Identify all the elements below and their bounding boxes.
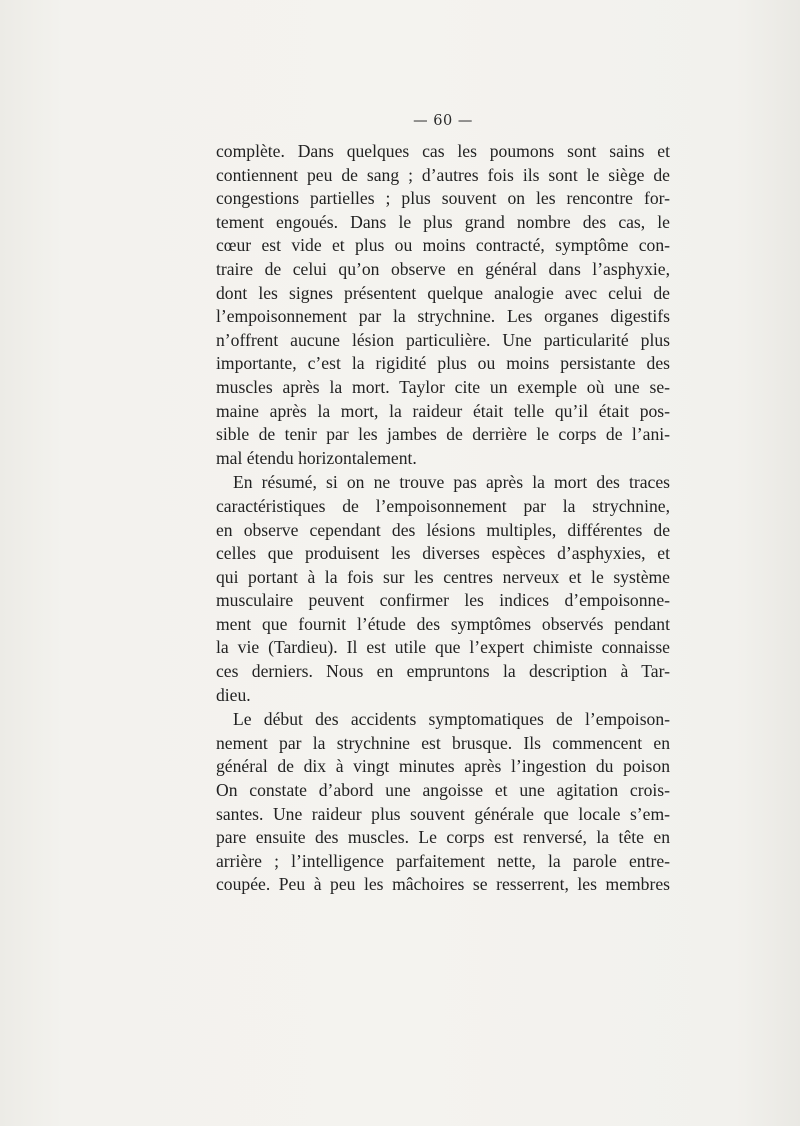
page-number: — 60 —: [413, 113, 473, 129]
text-line: général de dix à vingt minutes après l’ingestion du poison: [216, 756, 670, 777]
text-line: importante, c’est la rigidité plus ou moins persistante des: [216, 353, 670, 374]
text-line: tement engoués. Dans le plus grand nombre des cas, le: [216, 211, 670, 232]
text-line: ment que fournit l’étude des symptômes observés pendant: [216, 613, 670, 634]
text-line: complète. Dans quelques cas les poumons sont sains et: [216, 141, 670, 161]
text-line: celles que produisent les diverses espèces d’asphyxies, et: [216, 543, 670, 564]
text-line: en observe cependant des lésions multiples, différentes de: [216, 519, 670, 540]
text-line: En résumé, si on ne trouve pas après la mort des traces: [233, 472, 670, 493]
text-line: santes. Une raideur plus souvent générale que locale s’em-: [216, 803, 670, 824]
paragraph: [216, 471, 670, 707]
text-line: caractéristiques de l’empoisonnement par la strychnine,: [216, 495, 670, 516]
text-line: coupée. Peu à peu les mâchoires se resserrent, les membres: [216, 874, 670, 895]
paragraph: [216, 708, 670, 897]
text-line: arrière ; l’intelligence parfaitement nette, la parole entre-: [216, 850, 670, 871]
text-line: pare ensuite des muscles. Le corps est renversé, la tête en: [216, 827, 670, 848]
text-line: traire de celui qu’on observe en général dans l’asphyxie,: [216, 258, 670, 279]
paragraph: [216, 140, 670, 470]
text-line: Le début des accidents symptomatiques de l’empoison-: [233, 709, 670, 730]
text-line: ces derniers. Nous en empruntons la description à Tar-: [216, 661, 670, 682]
text-line: dont les signes présentent quelque analogie avec celui de: [216, 282, 670, 303]
text-line: mal étendu horizontalement.: [216, 447, 417, 468]
text-line: n’offrent aucune lésion particulière. Une particularité plus: [216, 329, 670, 350]
text-line: l’empoisonnement par la strychnine. Les organes digestifs: [216, 306, 670, 327]
text-line: maine après la mort, la raideur était telle qu’il était pos-: [216, 400, 670, 421]
text-line: contiennent peu de sang ; d’autres fois ils sont le siège de: [216, 164, 670, 185]
text-line: muscles après la mort. Taylor cite un exemple où une se-: [216, 376, 670, 397]
text-line: dieu.: [216, 684, 251, 705]
text-line: musculaire peuvent confirmer les indices d’empoisonne-: [216, 590, 670, 611]
text-line: la vie (Tardieu). Il est utile que l’expert chimiste connaisse: [216, 637, 670, 658]
body-text: [216, 140, 670, 897]
text-line: congestions partielles ; plus souvent on les rencontre for-: [216, 188, 670, 209]
text-line: cœur est vide et plus ou moins contracté, symptôme con-: [216, 235, 670, 256]
text-line: sible de tenir par les jambes de derrière le corps de l’ani-: [216, 424, 670, 445]
text-line: On constate d’abord une angoisse et une agitation crois-: [216, 780, 670, 801]
text-line: qui portant à la fois sur les centres nerveux et le système: [216, 566, 670, 587]
text-line: nement par la strychnine est brusque. Ils commencent en: [216, 732, 670, 753]
